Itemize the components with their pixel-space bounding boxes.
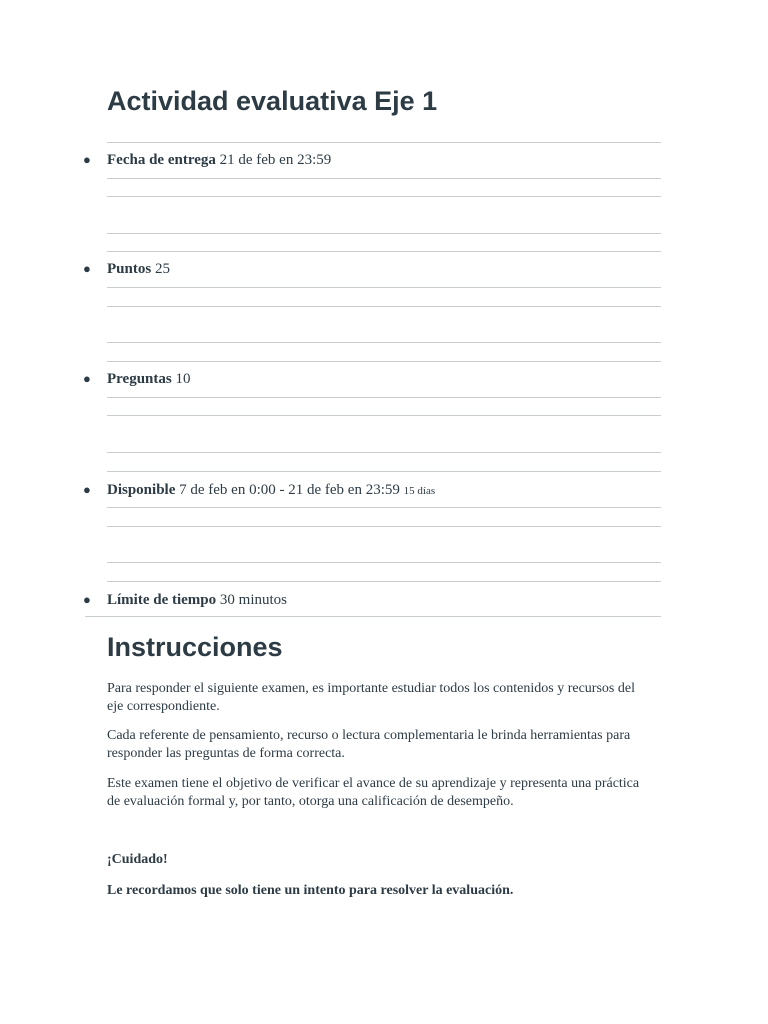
divider — [107, 397, 661, 398]
divider — [107, 452, 661, 453]
bullet-icon: ● — [83, 152, 91, 167]
detail-row-time-limit — [80, 590, 287, 610]
detail-value: 7 de feb en 0:00 - 21 de feb en 23:59 — [179, 482, 400, 498]
divider — [107, 361, 661, 362]
detail-label: Disponible — [107, 482, 176, 498]
detail-label: Fecha de entrega — [107, 152, 216, 168]
divider — [107, 196, 661, 197]
instructions-heading: Instrucciones — [107, 632, 283, 662]
bullet-icon: ● — [83, 261, 91, 276]
bullet-icon: ● — [83, 592, 91, 607]
warning-title: ¡Cuidado! — [107, 852, 168, 867]
divider — [107, 342, 661, 343]
instructions-paragraph: Cada referente de pensamiento, recurso o lectura complementaria le brinda herramientas para responder las preguntas de forma correcta. — [107, 728, 631, 761]
detail-row-due-date — [80, 150, 331, 170]
detail-note: 15 días — [403, 485, 436, 497]
detail-row-available — [80, 480, 435, 500]
bullet-icon: ● — [83, 371, 91, 386]
detail-value: 21 de feb en 23:59 — [219, 152, 332, 168]
divider — [107, 287, 661, 288]
detail-label: Límite de tiempo — [107, 592, 217, 608]
instructions-paragraph: Este examen tiene el objetivo de verificar el avance de su aprendizaje y representa una práctica de evaluación formal y, por tanto, otorga una calificación de desempeño. — [107, 776, 640, 809]
divider — [107, 581, 661, 582]
divider — [107, 562, 661, 563]
instructions-paragraph: Para responder el siguiente examen, es importante estudiar todos los contenidos y recursos del eje correspondiente. — [107, 681, 635, 714]
divider — [107, 142, 661, 143]
divider — [107, 251, 661, 252]
detail-label: Preguntas — [107, 371, 172, 387]
detail-row-points — [80, 259, 170, 279]
divider — [107, 415, 661, 416]
divider — [107, 507, 661, 508]
bullet-icon: ● — [83, 482, 91, 497]
page-title: Actividad evaluativa Eje 1 — [107, 86, 438, 116]
detail-value: 30 minutos — [219, 592, 287, 608]
divider — [107, 471, 661, 472]
detail-row-questions — [80, 369, 190, 389]
warning-text: Le recordamos que solo tiene un intento para resolver la evaluación. — [107, 883, 514, 898]
detail-value: 25 — [154, 261, 170, 277]
divider — [107, 233, 661, 234]
detail-value: 10 — [175, 371, 191, 387]
divider — [107, 306, 661, 307]
divider — [107, 526, 661, 527]
divider — [85, 616, 661, 617]
detail-label: Puntos — [107, 261, 152, 277]
divider — [107, 178, 661, 179]
